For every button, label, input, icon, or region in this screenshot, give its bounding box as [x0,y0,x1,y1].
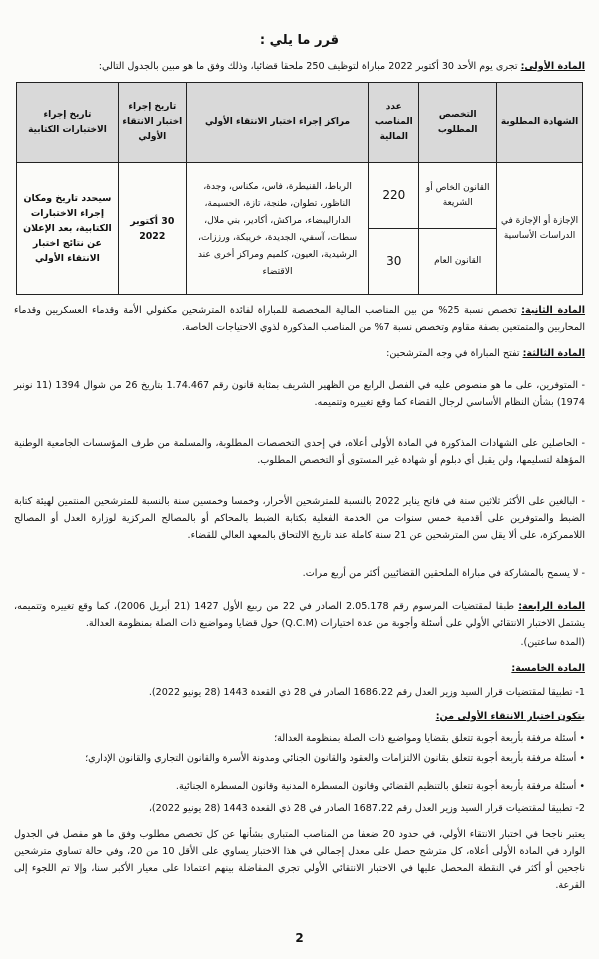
article-4 [14,598,585,632]
article-2 [14,302,585,336]
table-row [17,163,583,229]
article-2-heading: المادة الثانية: [521,305,586,316]
header-specialty: التخصص المطلوب [419,83,497,163]
article-3-item-4: - لا يسمح بالمشاركة في مباراة الملحقين القضائيين أكثر من أربع مرات. [302,568,585,579]
article-3-heading: المادة الثالثة: [522,348,585,359]
header-written-date: تاريخ إجراء الاختبارات الكتابية [17,83,119,163]
article-2-text: تخصص نسبة 25% من بين المناصب المالية المخصصة للمباراة لفائدة المترشحين مكفولي الأمة وقدماء العسكريين وقدماء المحاربين والمتمتعين بصفة مقاوم وتخصص نسبة 7% من المناصب المذكورة لذوي الاحتياجات الخاصة. [14,305,585,333]
article-4-heading: المادة الرابعة: [518,601,586,612]
article-1 [14,58,585,75]
cell-posts: 30 [369,229,419,295]
article-3-item-3: - البالغين على الأكثر ثلاثين سنة في فاتح يناير 2022 بالنسبة للمترشحين الأحرار، وخمسا وخمسين سنة بالنسبة للمترشحين المنتمين لهيئة كتابة الضبط والمتوفرين على أقدمية خمس سنوات من الخدمة الفعلية بكتابة الضبط بالمحاكم أو بالمصالح المركزية لوزارة العدل أو المصالح اللاممركزة، على ألا يقل سن المترشحين عن 21 سنة كاملة عند تاريخ الالتحاق بالمعهد العالي للقضاء. [14,496,585,541]
cell-written-date: سيحدد تاريخ ومكان إجراء الاختبارات الكتابية، بعد الإعلان عن نتائج اختبار الانتقاء الأولي [17,163,119,295]
article-1-text: تجرى يوم الأحد 30 أكتوبر 2022 مباراة لتوظيف 250 ملحقا قضائيا، وذلك وفق ما هو مبين بالجدول التالي: [98,61,521,72]
article-3-item-2: - الحاصلين على الشهادات المذكورة في المادة الأولى أعلاه، في إحدى التخصصات المطلوبة، والمسلمة من طرف المؤسسات الجامعية الوطنية المؤهلة لتسليمها، ولن يقبل أي دبلوم أو شهادة غير المستوى أو التخصص المطلوب. [14,438,585,466]
decision-title: قرر ما يلي : [259,33,340,48]
cell-degree: الإجازة أو الإجازة في الدراسات الأساسية [497,163,583,295]
header-posts: عدد المناصب المالية [369,83,419,163]
page-number: 2 [295,931,304,945]
article-3-item-1: - المتوفرين، على ما هو منصوص عليه في الفصل الرابع من الظهير الشريف بمثابة قانون رقم 1.74.467 بتاريخ 26 من شوال 1394 (11 نونبر 1974) بشأن النظام الأساسي لرجال القضاء كما وقع تغييره وتتميمه. [14,380,585,408]
article-5-heading-text: المادة الخامسة: [511,663,585,674]
article-5-p2: 2- تطبيقا لمقتضيات قرار السيد وزير العدل رقم 1687.22 الصادر في 28 ذي القعدة 1443 (28 يونيو 2022)، [148,803,585,814]
article-3-intro: تفتح المباراة في وجه المترشحين: [386,348,523,359]
cell-specialty: القانون الخاص أو الشريعة [419,163,497,229]
article-3 [14,345,585,362]
article-5-p1: 1- تطبيقا لمقتضيات قرار السيد وزير العدل رقم 1686.22 الصادر في 28 ذي القعدة 1443 (28 يونيو 2022). [148,687,585,698]
article-1-heading: المادة الأولى: [520,61,585,72]
cell-specialty: القانون العام [419,229,497,295]
positions-table [16,82,583,295]
article-5-bullet-2: • أسئلة مرفقة بأربعة أجوبة تتعلق بقانون الالتزامات والعقود والقانون الجنائي ومدونة الأسرة والقانون التجاري والقانون الإداري؛ [85,753,585,764]
article-5-bullet-1: • أسئلة مرفقة بأربعة أجوبة تتعلق بقضايا ومواضيع ذات الصلة بمنظومة العدالة؛ [274,733,585,744]
header-degree: الشهادة المطلوبة [497,83,583,163]
cell-centers: الرباط، القنيطرة، فاس، مكناس، وجدة، الناظور، تطوان، طنجة، تازة، الحسيمة، الداراليبضاء، مراكش، أكادير، بني ملال، سطات، آسفي، الجديدة، خريبكة، ورززات، الرشيدية، العيون، كلميم ومراكز أخرى عند الاقتضاء [186,163,369,295]
header-preselection-date: تاريخ إجراء اختبار الانتقاء الأولي [118,83,186,163]
article-4-duration: (المدة ساعتين). [520,637,585,648]
article-5-p3: يعتبر ناجحا في اختبار الانتقاء الأولي، في حدود 20 ضعفا من المناصب المتبارى بشأنها عن كل تخصص مطلوب وفق ما هو مفصل في الجدول الوارد في المادة الأولى أعلاه، كل مترشح حصل على معدل إجمالي في هذا الاختبار يساوي على الأقل 10 من 20، وفي حالة تساوي مترشحين ناجحين أو أكثر في النقطة المحصل عليها في الاختبار الانتقائي الأولي تجري المفاضلة بينهم اعتمادا على معيار الأكبر سنا، وإلا تم اللجوء إلى القرعة. [14,829,585,891]
article-5-bullet-3: • أسئلة مرفقة بأربعة أجوبة تتعلق بالتنظيم القضائي وقانون المسطرة المدنية وقانون المسطرة الجنائية. [175,781,585,792]
article-5-p1-sub [14,708,585,725]
header-centers: مراكز إجراء اختبار الانتقاء الأولي [186,83,369,163]
cell-posts: 220 [369,163,419,229]
cell-preselection-date: 30 أكتوبر 2022 [118,163,186,295]
article-5-heading [14,660,585,677]
article-4-text: طبقا لمقتضيات المرسوم رقم 2.05.178 الصادر في 22 من ربيع الأول 1427 (21 أبريل 2006)، كما وقع تغييره وتتميمه، يشتمل الاختبار الانتقائي الأولي على أسئلة وأجوبة من عدة اختيارات (Q.C.M) حول قضايا ومواضيع ذات الصلة بمنظومة العدالة. [14,601,585,629]
article-5-p1-sub-text: يتكون اختبار الانتقاء الأولي من: [435,711,585,722]
